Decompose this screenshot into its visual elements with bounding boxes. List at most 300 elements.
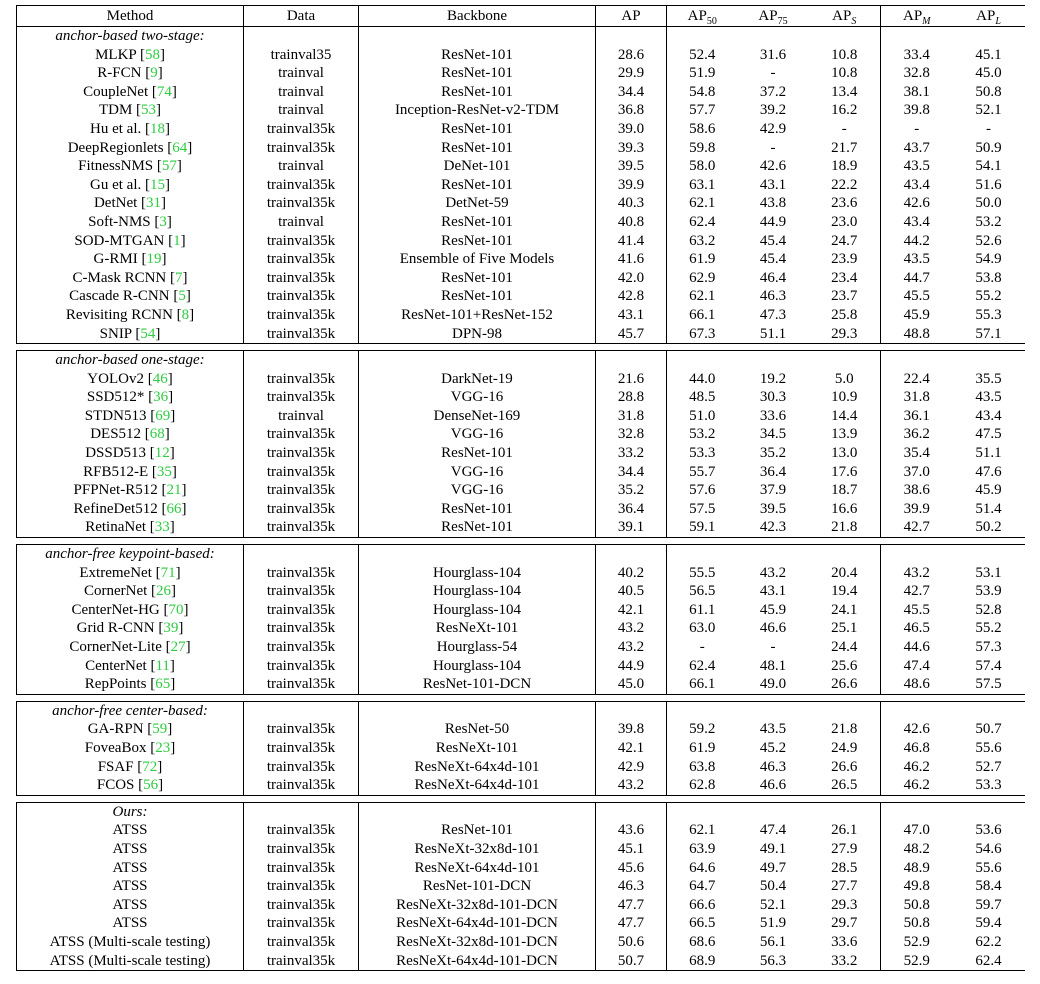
empty-cell <box>738 701 809 720</box>
ap75-cell: 42.6 <box>759 158 787 175</box>
ap50-cell: 54.8 <box>689 83 716 100</box>
ap-cell: 39.8 <box>596 720 667 739</box>
ap-cell: 45.0 <box>596 675 667 694</box>
ap-cell: 39.9 <box>596 176 667 195</box>
citation-link[interactable]: 26 <box>156 583 172 600</box>
ap75-cell: 33.6 <box>759 407 787 424</box>
ap-cell: 34.4 <box>596 83 667 102</box>
apl-cell: 59.7 <box>975 896 1002 913</box>
method-cell <box>17 859 244 878</box>
empty-cell <box>809 27 881 46</box>
citation-link[interactable]: 71 <box>160 564 176 581</box>
method-name: ATSS (Multi-scale testing) <box>49 933 211 950</box>
table-row <box>17 194 1025 213</box>
ap50-cell: 55.5 <box>689 564 716 581</box>
data-cell: trainval35k <box>244 194 359 213</box>
aps-cell: 26.6 <box>809 758 881 777</box>
section-title: anchor-free keypoint-based: <box>17 545 244 564</box>
ap50-cell: 51.0 <box>689 407 716 424</box>
citation-link[interactable]: 12 <box>154 445 170 462</box>
ap75-cell: 49.7 <box>759 859 787 876</box>
apm-cell: 48.2 <box>903 840 930 857</box>
method-cell: Hu et al. [18] <box>17 120 244 139</box>
method-name: G-RMI <box>93 251 138 268</box>
empty-cell <box>244 27 359 46</box>
apl-cell: - <box>986 120 991 137</box>
apl-cell: 54.1 <box>975 158 1002 175</box>
table-row <box>17 896 1025 915</box>
apm-cell: 43.2 <box>903 564 930 581</box>
apl-cell: 57.5 <box>953 675 1025 694</box>
method-name: R-FCN <box>97 65 142 82</box>
method-cell: GA-RPN [59] <box>17 720 244 739</box>
empty-cell <box>738 351 809 370</box>
ap-cell: 42.0 <box>596 269 667 288</box>
empty-cell <box>881 27 953 46</box>
empty-cell <box>667 27 738 46</box>
method-name: Cascade R-CNN <box>69 288 170 305</box>
ap-cell: 29.9 <box>596 64 667 83</box>
method-cell: RFB512-E [35] <box>17 463 244 482</box>
ap50-cell: 64.6 <box>689 859 716 876</box>
table-row <box>17 232 1025 251</box>
empty-cell <box>596 545 667 564</box>
method-name: ATSS <box>112 915 148 932</box>
method-name: ATSS (Multi-scale testing) <box>49 952 211 969</box>
method-name: PFPNet-R512 <box>73 482 158 499</box>
method-name: CornerNet-Lite <box>69 639 162 655</box>
citation-link[interactable]: 18 <box>149 120 165 137</box>
method-cell: SSD512* [36] <box>17 388 244 407</box>
ap-cell: 28.8 <box>596 388 667 407</box>
ap50-cell: 68.9 <box>667 952 738 971</box>
citation-link[interactable]: 69 <box>155 407 171 424</box>
method-name: RefineDet512 <box>73 500 158 517</box>
ap75-cell: 46.6 <box>759 620 787 637</box>
ap50-cell: 62.4 <box>689 213 716 230</box>
data-cell: trainval35k <box>244 325 359 344</box>
method-cell: RepPoints [65] <box>17 675 244 694</box>
table-row <box>17 821 1025 840</box>
table-row <box>17 582 1025 601</box>
citation-link[interactable]: 59 <box>152 721 168 738</box>
aps-cell: 29.3 <box>809 896 881 915</box>
header-apl: $AP_L$ <box>953 6 1025 27</box>
table-row <box>17 306 1025 325</box>
apl-cell: 53.2 <box>975 213 1002 230</box>
citation-link[interactable]: 46 <box>152 370 168 387</box>
method-cell: CoupleNet [74] <box>17 83 244 102</box>
ap-cell: 36.4 <box>596 500 667 519</box>
method-name: Hu et al. <box>90 120 142 137</box>
ap75-cell: 30.3 <box>759 389 787 406</box>
table-row <box>17 481 1025 500</box>
ap50-cell: 59.8 <box>689 139 716 156</box>
table-row <box>17 444 1025 463</box>
apl-cell: 45.9 <box>975 482 1002 499</box>
table-section <box>17 802 1025 970</box>
method-name: YOLOv2 <box>87 370 144 387</box>
backbone-cell: ResNet-101-DCN <box>359 877 596 896</box>
table-row <box>17 933 1025 952</box>
ap50-cell: 62.9 <box>689 269 716 286</box>
citation-link[interactable]: 15 <box>149 176 165 193</box>
apl-cell: 35.5 <box>975 370 1002 387</box>
apl-cell: 55.3 <box>975 306 1002 323</box>
backbone-cell: ResNeXt-32x8d-101 <box>359 840 596 859</box>
apl-cell: 57.1 <box>953 325 1025 344</box>
citation-link[interactable]: 66 <box>166 500 182 517</box>
aps-cell: 10.8 <box>809 46 881 65</box>
apm-cell: 46.2 <box>881 776 953 795</box>
ap50-cell: 52.4 <box>689 46 716 63</box>
apl-cell: 59.4 <box>975 915 1002 932</box>
backbone-cell: VGG-16 <box>359 463 596 482</box>
section-title-row <box>17 701 1025 720</box>
ap50-cell: - <box>699 639 705 655</box>
ap-cell: 33.2 <box>596 444 667 463</box>
data-cell: trainval35k <box>244 250 359 269</box>
citation-link[interactable]: 54 <box>140 325 156 342</box>
aps-cell: 33.2 <box>809 952 881 971</box>
aps-cell: 13.0 <box>809 444 881 463</box>
citation-link[interactable]: 74 <box>156 83 172 100</box>
ap-cell: 40.2 <box>596 564 667 583</box>
ap-cell: 43.2 <box>596 619 667 638</box>
data-cell: trainval35k <box>244 463 359 482</box>
ap75-cell: 56.1 <box>759 933 787 950</box>
data-cell: trainval35k <box>244 176 359 195</box>
apl-cell: 51.1 <box>975 445 1002 462</box>
method-name: ExtremeNet <box>79 564 152 581</box>
data-cell: trainval35k <box>244 139 359 158</box>
method-cell <box>17 821 244 840</box>
method-cell: Soft-NMS [3] <box>17 213 244 232</box>
method-cell: SOD-MTGAN [1] <box>17 232 244 251</box>
citation-link[interactable]: 21 <box>166 482 182 499</box>
ap75-cell: 46.4 <box>759 269 787 286</box>
aps-cell: 23.6 <box>809 194 881 213</box>
header-data: Data <box>244 6 359 27</box>
ap75-cell: 46.3 <box>759 758 787 775</box>
ap-cell: 32.8 <box>596 425 667 444</box>
ap75-cell: 45.9 <box>759 601 787 618</box>
citation-link[interactable]: 68 <box>149 426 165 443</box>
apl-cell: 54.9 <box>975 251 1002 268</box>
data-cell: trainval35k <box>244 914 359 933</box>
ap-cell: 40.8 <box>596 213 667 232</box>
aps-cell: 27.7 <box>809 877 881 896</box>
ap75-cell: 43.1 <box>759 176 787 193</box>
table-row <box>17 287 1025 306</box>
ap75-cell: 52.1 <box>759 896 787 913</box>
ap50-cell: 66.1 <box>689 306 716 323</box>
method-name: FitnessNMS <box>78 158 154 175</box>
method-name: Grid R-CNN <box>76 620 155 637</box>
empty-cell <box>596 701 667 720</box>
table-row <box>17 859 1025 878</box>
table-row <box>17 101 1025 120</box>
ap50-cell: 63.2 <box>689 232 716 249</box>
method-name: RetinaNet <box>85 519 147 536</box>
data-cell: trainval35k <box>244 370 359 389</box>
backbone-cell: ResNet-101 <box>359 500 596 519</box>
section-title-row <box>17 802 1025 821</box>
table-row <box>17 840 1025 859</box>
table-row <box>17 250 1025 269</box>
citation-link[interactable]: 57 <box>161 158 177 175</box>
apm-cell: 44.7 <box>903 269 930 286</box>
ap-cell: 21.6 <box>596 370 667 389</box>
method-cell <box>17 896 244 915</box>
data-cell: trainval35k <box>244 582 359 601</box>
table-row <box>17 720 1025 739</box>
table-row <box>17 739 1025 758</box>
data-cell: trainval35k <box>244 601 359 620</box>
method-cell: DSSD513 [12] <box>17 444 244 463</box>
apl-cell: 57.3 <box>975 639 1002 655</box>
ap75-cell: 45.4 <box>759 251 787 268</box>
backbone-cell: ResNet-101 <box>359 518 596 537</box>
ap50-cell: 63.0 <box>689 620 716 637</box>
citation-link[interactable]: 36 <box>153 389 169 406</box>
backbone-cell: ResNet-101 <box>359 444 596 463</box>
citation-link[interactable]: 5 <box>178 288 186 305</box>
backbone-cell: ResNet-101 <box>359 46 596 65</box>
apm-cell: 50.8 <box>903 896 930 913</box>
aps-cell: 5.0 <box>809 370 881 389</box>
apl-cell: 55.2 <box>975 288 1002 305</box>
ap75-cell: 37.2 <box>759 83 787 100</box>
apl-cell: 50.2 <box>953 518 1025 537</box>
empty-cell <box>881 351 953 370</box>
method-name: SSD512* <box>86 389 145 406</box>
aps-cell: 18.9 <box>809 157 881 176</box>
aps-cell: 29.3 <box>809 325 881 344</box>
method-name: DSSD513 <box>85 445 147 462</box>
aps-cell: 23.0 <box>809 213 881 232</box>
apl-cell: 51.6 <box>975 176 1002 193</box>
aps-cell: 13.4 <box>809 83 881 102</box>
data-cell: trainval <box>244 157 359 176</box>
citation-link[interactable]: 72 <box>142 758 158 775</box>
ap-cell: 34.4 <box>596 463 667 482</box>
table-row <box>17 407 1025 426</box>
backbone-cell: ResNeXt-64x4d-101-DCN <box>359 914 596 933</box>
data-cell: trainval35k <box>244 638 359 657</box>
method-name: C-Mask RCNN <box>72 269 167 286</box>
data-cell: trainval <box>244 101 359 120</box>
method-cell: DetNet [31] <box>17 194 244 213</box>
ap50-cell: 67.3 <box>667 325 738 344</box>
citation-link[interactable]: 70 <box>168 601 184 618</box>
data-cell: trainval <box>244 407 359 426</box>
backbone-cell: ResNet-101 <box>359 269 596 288</box>
empty-cell <box>359 27 596 46</box>
citation-link[interactable]: 65 <box>155 676 171 693</box>
method-name: MLKP <box>95 46 137 63</box>
method-cell: ExtremeNet [71] <box>17 564 244 583</box>
table-row <box>17 370 1025 389</box>
aps-cell: 25.8 <box>809 306 881 325</box>
backbone-cell: ResNet-101 <box>359 83 596 102</box>
apm-cell: 46.2 <box>903 758 930 775</box>
citation-link[interactable]: 23 <box>155 739 171 756</box>
backbone-cell: Hourglass-104 <box>359 657 596 676</box>
data-cell: trainval35k <box>244 896 359 915</box>
ap75-cell: 43.1 <box>759 583 787 600</box>
ap75-cell: 47.4 <box>759 822 787 839</box>
backbone-cell: ResNeXt-64x4d-101 <box>359 776 596 795</box>
table-row <box>17 269 1025 288</box>
citation-link[interactable]: 1 <box>173 232 181 249</box>
ap50-cell: 62.4 <box>689 657 716 674</box>
citation-link[interactable]: 31 <box>146 195 162 212</box>
method-cell: FCOS [56] <box>17 776 244 795</box>
data-cell: trainval35k <box>244 675 359 694</box>
citation-link[interactable]: 56 <box>143 777 159 794</box>
backbone-cell: ResNet-101 <box>359 213 596 232</box>
aps-cell: 23.9 <box>809 250 881 269</box>
method-cell: C-Mask RCNN [7] <box>17 269 244 288</box>
header-ap75: $AP_{75}$ <box>738 6 809 27</box>
ap50-cell: 64.7 <box>689 878 716 895</box>
aps-cell: 20.4 <box>809 564 881 583</box>
header-ap50: $AP_{50}$ <box>667 6 738 27</box>
aps-cell: 24.1 <box>809 601 881 620</box>
apl-cell: 53.8 <box>975 269 1002 286</box>
ap75-cell: 46.3 <box>759 288 787 305</box>
method-cell: Grid R-CNN [39] <box>17 619 244 638</box>
method-name: DES512 <box>90 426 142 443</box>
ap-cell: 50.6 <box>596 933 667 952</box>
citation-link[interactable]: 19 <box>146 251 162 268</box>
method-name: CenterNet <box>85 657 147 674</box>
data-cell: trainval35k <box>244 877 359 896</box>
apm-cell: 38.1 <box>903 83 930 100</box>
citation-link[interactable]: 8 <box>181 306 190 323</box>
data-cell: trainval35k <box>244 481 359 500</box>
aps-cell: 23.7 <box>809 287 881 306</box>
method-cell: MLKP [58] <box>17 46 244 65</box>
apl-cell: 55.6 <box>975 859 1002 876</box>
apm-cell: 45.9 <box>903 306 930 323</box>
table-row <box>17 120 1025 139</box>
ap75-cell: 43.8 <box>759 195 787 212</box>
section-title: anchor-based two-stage: <box>17 27 244 46</box>
section-title: Ours: <box>17 802 244 821</box>
header-row <box>17 6 1025 27</box>
empty-cell <box>596 351 667 370</box>
empty-cell <box>244 802 359 821</box>
ap-cell: 45.6 <box>596 859 667 878</box>
backbone-cell: ResNeXt-101 <box>359 739 596 758</box>
citation-link[interactable]: 9 <box>150 65 158 82</box>
backbone-cell: DeNet-101 <box>359 157 596 176</box>
header-method: Method <box>17 6 244 27</box>
apm-cell: 42.6 <box>903 721 930 738</box>
method-name: ATSS <box>112 878 148 895</box>
backbone-cell: DarkNet-19 <box>359 370 596 389</box>
apl-cell: 54.6 <box>975 840 1002 857</box>
table-row <box>17 425 1025 444</box>
method-name: DetNet <box>93 195 138 212</box>
data-cell: trainval35k <box>244 518 359 537</box>
empty-cell <box>596 27 667 46</box>
backbone-cell: ResNet-101 <box>359 139 596 158</box>
ap50-cell: 51.9 <box>689 65 716 82</box>
aps-cell: 22.2 <box>809 176 881 195</box>
data-cell: trainval35 <box>244 46 359 65</box>
backbone-cell: ResNet-101+ResNet-152 <box>359 306 596 325</box>
aps-cell: 26.5 <box>809 776 881 795</box>
citation-link[interactable]: 11 <box>155 657 170 674</box>
aps-cell: 27.9 <box>809 840 881 859</box>
citation-link[interactable]: 35 <box>156 463 172 480</box>
method-cell: CenterNet-HG [70] <box>17 601 244 620</box>
section-title: anchor-free center-based: <box>17 701 244 720</box>
ap-cell: 28.6 <box>596 46 667 65</box>
aps-cell: 28.5 <box>809 859 881 878</box>
ap-cell: 47.7 <box>596 914 667 933</box>
citation-link[interactable]: 58 <box>144 46 160 63</box>
citation-link[interactable]: 33 <box>154 519 170 536</box>
aps-cell: 21.8 <box>809 720 881 739</box>
ap75-cell: 50.4 <box>759 878 787 895</box>
table-row <box>17 463 1025 482</box>
ap-cell: 40.3 <box>596 194 667 213</box>
ap75-cell: 43.5 <box>759 721 787 738</box>
table-row <box>17 139 1025 158</box>
aps-cell: 21.7 <box>809 139 881 158</box>
ap75-cell: 51.1 <box>738 325 809 344</box>
citation-link[interactable]: 3 <box>159 213 167 230</box>
citation-link[interactable]: 39 <box>163 620 179 637</box>
results-table <box>16 5 1025 971</box>
data-cell: trainval35k <box>244 444 359 463</box>
header-ap: AP <box>596 6 667 27</box>
empty-cell <box>738 545 809 564</box>
citation-link[interactable]: 53 <box>141 102 157 119</box>
empty-cell <box>738 27 809 46</box>
ap50-cell: 57.5 <box>689 500 716 517</box>
apm-cell: 48.6 <box>881 675 953 694</box>
ap-cell: 42.1 <box>596 739 667 758</box>
table-row <box>17 564 1025 583</box>
apl-cell: 50.0 <box>975 195 1002 212</box>
method-cell: CenterNet [11] <box>17 657 244 676</box>
citation-link[interactable]: 64 <box>172 139 188 156</box>
ap75-cell: 46.6 <box>738 776 809 795</box>
header-aps: $AP_S$ <box>809 6 881 27</box>
method-cell: Cascade R-CNN [5] <box>17 287 244 306</box>
method-name: TDM <box>98 102 133 119</box>
aps-cell: 24.7 <box>809 232 881 251</box>
ap50-cell: 56.5 <box>689 583 716 600</box>
backbone-cell: VGG-16 <box>359 388 596 407</box>
ap50-cell: 66.1 <box>667 675 738 694</box>
data-cell: trainval35k <box>244 821 359 840</box>
ap50-cell: 55.7 <box>689 463 716 480</box>
backbone-cell: DenseNet-169 <box>359 407 596 426</box>
backbone-cell: ResNet-101-DCN <box>359 675 596 694</box>
citation-link[interactable]: 7 <box>175 269 183 286</box>
method-cell: TDM [53] <box>17 101 244 120</box>
method-name: ATSS <box>112 859 148 876</box>
data-cell: trainval35k <box>244 269 359 288</box>
citation-link[interactable]: 27 <box>170 639 186 655</box>
empty-cell <box>953 351 1025 370</box>
